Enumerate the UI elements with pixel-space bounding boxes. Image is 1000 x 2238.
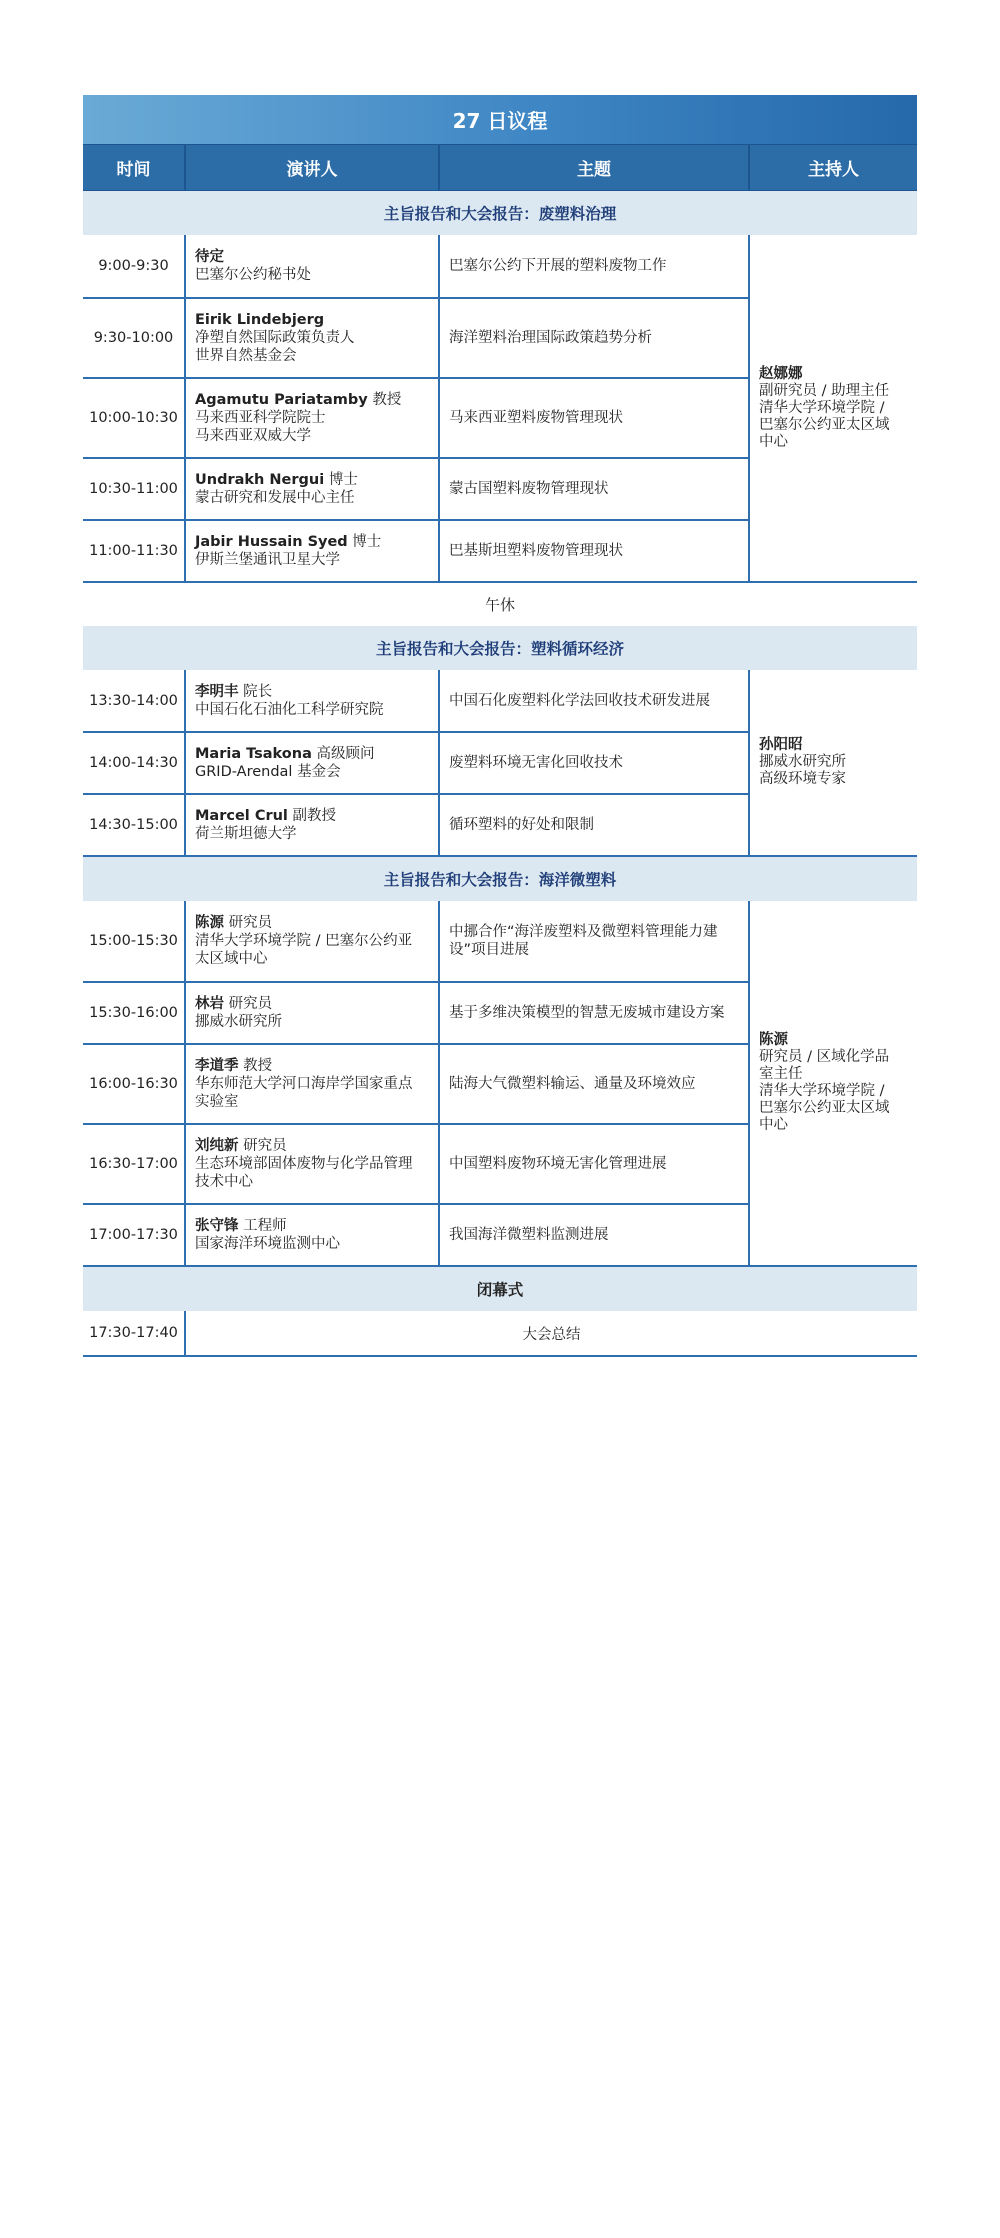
speaker-affiliation: 世界自然基金会 xyxy=(195,347,297,364)
speaker-name-line xyxy=(195,1057,429,1075)
speaker-name-line xyxy=(195,807,429,825)
section-heading: 闭幕式 xyxy=(83,1266,917,1312)
section-heading: 主旨报告和大会报告：塑料循环经济 xyxy=(83,626,917,671)
speaker-cell xyxy=(185,794,439,856)
speaker-affiliation: 马来西亚科学院院士 xyxy=(195,409,326,426)
talk-time: 13:30-14:00 xyxy=(83,670,185,732)
host-name: 赵娜娜 xyxy=(759,365,803,382)
speaker-name-line xyxy=(195,1217,429,1235)
speaker-cell xyxy=(185,732,439,794)
header-topic: 主题 xyxy=(439,145,749,191)
talk-time: 15:00-15:30 xyxy=(83,902,185,982)
speaker-title: 博士 xyxy=(352,533,382,550)
host-detail: 清华大学环境学院 / xyxy=(759,399,885,416)
speaker-affiliation: 蒙古研究和发展中心主任 xyxy=(195,489,355,506)
closing-topic: 大会总结 xyxy=(185,1311,917,1356)
host-detail: 巴塞尔公约亚太区域 xyxy=(759,1100,890,1117)
speaker-cell xyxy=(185,378,439,458)
speaker-title: 工程师 xyxy=(243,1217,287,1234)
speaker-cell xyxy=(185,902,439,982)
speaker-name: Undrakh Nergui xyxy=(195,471,325,488)
host-detail: 清华大学环境学院 / xyxy=(759,1083,885,1100)
talk-time: 14:00-14:30 xyxy=(83,732,185,794)
speaker-name-line xyxy=(195,311,429,329)
speaker-name: 陈源 xyxy=(195,915,224,932)
speaker-affiliation: 挪威水研究所 xyxy=(195,1013,282,1030)
talk-time: 15:30-16:00 xyxy=(83,982,185,1044)
speaker-name: Maria Tsakona xyxy=(195,746,312,762)
speaker-affiliation: 中国石化石油化工科学研究院 xyxy=(195,701,384,718)
host-detail: 高级环境专家 xyxy=(759,771,846,788)
header-time: 时间 xyxy=(83,145,185,191)
speaker-affiliation: 巴塞尔公约秘书处 xyxy=(195,267,311,284)
agenda-title-row xyxy=(83,95,917,145)
speaker-name-line xyxy=(195,745,429,763)
talk-topic: 海洋塑料治理国际政策趋势分析 xyxy=(439,298,749,378)
speaker-title: 研究员 xyxy=(228,995,273,1012)
talk-topic: 基于多维决策模型的智慧无废城市建设方案 xyxy=(439,982,749,1044)
section-heading-row xyxy=(83,191,917,236)
speaker-name-line xyxy=(195,914,429,932)
speaker-affiliation: 伊斯兰堡通讯卫星大学 xyxy=(195,551,340,568)
speaker-name: 李道季 xyxy=(195,1057,239,1074)
talk-time: 16:30-17:00 xyxy=(83,1124,185,1204)
speaker-name: 张守锋 xyxy=(195,1217,239,1234)
host-detail: 副研究员 / 助理主任 xyxy=(759,382,890,399)
talk-time: 17:00-17:30 xyxy=(83,1204,185,1266)
speaker-name: 林岩 xyxy=(195,995,224,1012)
section-heading: 主旨报告和大会报告：海洋微塑料 xyxy=(83,856,917,902)
speaker-name-line xyxy=(195,1137,429,1155)
talk-time: 9:00-9:30 xyxy=(83,236,185,298)
header-row xyxy=(83,145,917,191)
speaker-name: Jabir Hussain Syed xyxy=(195,533,348,550)
host-detail: 中心 xyxy=(759,1117,788,1134)
talk-topic: 巴基斯坦塑料废物管理现状 xyxy=(439,520,749,582)
speaker-title: 研究员 xyxy=(228,915,273,932)
speaker-name-line xyxy=(195,471,429,489)
agenda-table xyxy=(83,95,917,1357)
closing-row xyxy=(83,1311,917,1356)
speaker-title: 研究员 xyxy=(243,1137,287,1154)
speaker-name-line xyxy=(195,995,429,1013)
speaker-cell xyxy=(185,236,439,298)
speaker-cell xyxy=(185,670,439,732)
speaker-affiliation: 国家海洋环境监测中心 xyxy=(195,1235,340,1252)
host-cell xyxy=(749,236,917,582)
agenda-row xyxy=(83,236,917,298)
speaker-title: 博士 xyxy=(328,471,358,488)
speaker-name-line xyxy=(195,533,429,551)
closing-time: 17:30-17:40 xyxy=(83,1311,185,1356)
talk-time: 16:00-16:30 xyxy=(83,1044,185,1124)
host-cell xyxy=(749,670,917,856)
talk-topic: 我国海洋微塑料监测进展 xyxy=(439,1204,749,1266)
host-detail: 中心 xyxy=(759,433,788,450)
talk-topic: 中国石化废塑料化学法回收技术研发进展 xyxy=(439,670,749,732)
speaker-name-line xyxy=(195,248,429,266)
speaker-name: Agamutu Pariatamby xyxy=(195,391,368,408)
speaker-affiliation: GRID-Arendal 基金会 xyxy=(195,764,341,780)
agenda-row xyxy=(83,670,917,732)
speaker-affiliation: 清华大学环境学院 / 巴塞尔公约亚 xyxy=(195,933,413,950)
speaker-affiliation: 华东师范大学河口海岸学国家重点 xyxy=(195,1075,413,1092)
section-heading: 主旨报告和大会报告：废塑料治理 xyxy=(83,191,917,236)
speaker-affiliation: 实验室 xyxy=(195,1093,239,1110)
speaker-cell xyxy=(185,982,439,1044)
talk-time: 14:30-15:00 xyxy=(83,794,185,856)
host-name: 陈源 xyxy=(759,1032,788,1049)
speaker-title: 院长 xyxy=(243,683,273,700)
agenda-row xyxy=(83,902,917,982)
talk-topic: 巴塞尔公约下开展的塑料废物工作 xyxy=(439,236,749,298)
header-speaker: 演讲人 xyxy=(185,145,439,191)
agenda-title: 27 日议程 xyxy=(83,95,917,145)
section-heading-row xyxy=(83,626,917,671)
speaker-affiliation: 马来西亚双威大学 xyxy=(195,427,311,444)
talk-topic: 废塑料环境无害化回收技术 xyxy=(439,732,749,794)
host-detail: 巴塞尔公约亚太区域 xyxy=(759,416,890,433)
speaker-cell xyxy=(185,298,439,378)
talk-topic: 马来西亚塑料废物管理现状 xyxy=(439,378,749,458)
talk-time: 9:30-10:00 xyxy=(83,298,185,378)
speaker-title: 教授 xyxy=(243,1057,273,1074)
speaker-title: 副教授 xyxy=(292,808,337,824)
speaker-name: 刘纯新 xyxy=(195,1137,239,1154)
lunch-break-label: 午休 xyxy=(485,595,516,614)
speaker-name-line xyxy=(195,683,429,701)
host-name: 孙阳昭 xyxy=(759,737,803,754)
talk-topic: 中挪合作“海洋废塑料及微塑料管理能力建设”项目进展 xyxy=(439,902,749,982)
host-detail: 挪威水研究所 xyxy=(759,754,846,771)
section-heading-row xyxy=(83,856,917,902)
speaker-title: 高级顾问 xyxy=(316,746,375,762)
speaker-affiliation: 荷兰斯坦德大学 xyxy=(195,826,297,842)
speaker-cell xyxy=(185,1124,439,1204)
speaker-cell xyxy=(185,1044,439,1124)
speaker-affiliation: 太区域中心 xyxy=(195,951,268,968)
speaker-cell xyxy=(185,1204,439,1266)
speaker-affiliation: 净塑自然国际政策负责人 xyxy=(195,329,355,346)
speaker-name-line xyxy=(195,391,429,409)
speaker-affiliation: 生态环境部固体废物与化学品管理 xyxy=(195,1155,413,1172)
speaker-cell xyxy=(185,458,439,520)
speaker-name: Eirik Lindebjerg xyxy=(195,311,325,328)
speaker-name: Marcel Crul xyxy=(195,808,288,824)
talk-time: 10:30-11:00 xyxy=(83,458,185,520)
talk-time: 11:00-11:30 xyxy=(83,520,185,582)
talk-topic: 蒙古国塑料废物管理现状 xyxy=(439,458,749,520)
talk-topic: 陆海大气微塑料输运、通量及环境效应 xyxy=(439,1044,749,1124)
host-detail: 研究员 / 区域化学品 xyxy=(759,1049,890,1066)
lunch-break-row xyxy=(83,582,917,626)
talk-topic: 中国塑料废物环境无害化管理进展 xyxy=(439,1124,749,1204)
section-heading-row xyxy=(83,1266,917,1312)
talk-time: 10:00-10:30 xyxy=(83,378,185,458)
speaker-name: 李明丰 xyxy=(195,683,239,700)
speaker-affiliation: 技术中心 xyxy=(195,1173,253,1190)
speaker-title: 教授 xyxy=(372,391,402,408)
speaker-name: 待定 xyxy=(195,249,224,266)
speaker-cell xyxy=(185,520,439,582)
host-detail: 室主任 xyxy=(759,1066,803,1083)
host-cell xyxy=(749,902,917,1266)
header-host: 主持人 xyxy=(749,145,917,191)
talk-topic: 循环塑料的好处和限制 xyxy=(439,794,749,856)
